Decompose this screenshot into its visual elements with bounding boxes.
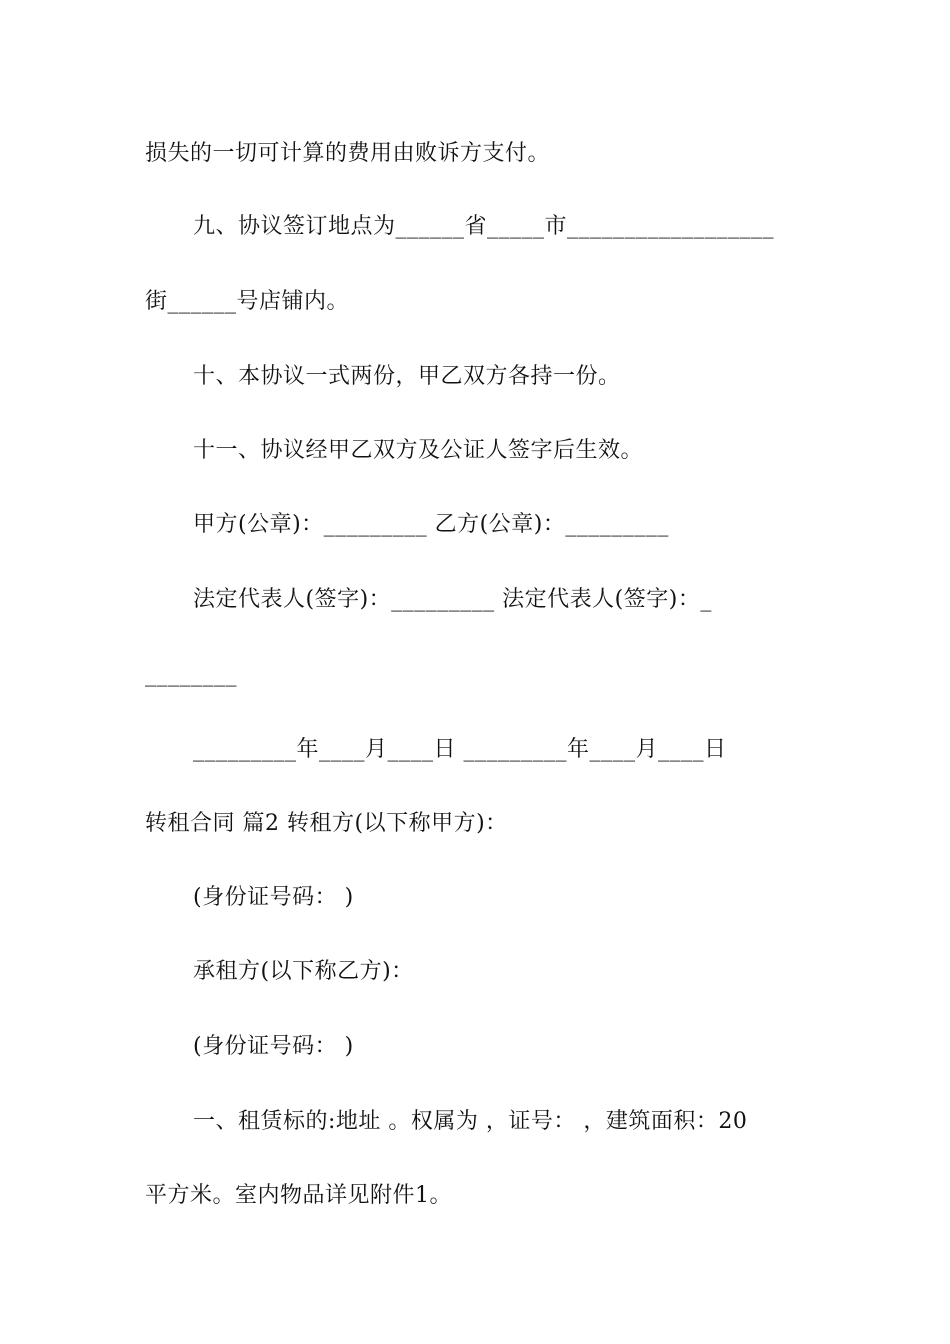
party-a-id-number: (身份证号码： ) <box>193 885 354 910</box>
contract-2-header: 转租合同 篇2 转租方(以下称甲方)： <box>145 811 508 836</box>
text-line-1: 损失的一切可计算的费用由败诉方支付。 <box>145 141 551 166</box>
lessee-party-b: 承租方(以下称乙方)： <box>193 959 414 984</box>
legal-representative-line: 法定代表人(签字)：_________ 法定代表人(签字)：_ <box>193 587 712 612</box>
clause-9-continuation: 街______号店铺内。 <box>145 289 350 314</box>
clause-9-signing-place: 九、协议签订地点为______省_____市__________________ <box>193 214 775 239</box>
party-b-id-number: (身份证号码： ) <box>193 1034 354 1059</box>
clause-11-effective: 十一、协议经甲乙双方及公证人签字后生效。 <box>193 438 644 463</box>
clause-10-copies: 十、本协议一式两份，甲乙双方各持一份。 <box>193 364 621 389</box>
party-seal-line: 甲方(公章)：_________ 乙方(公章)：_________ <box>193 512 669 537</box>
legal-representative-continuation: ________ <box>145 662 237 687</box>
clause-1-continuation: 平方米。室内物品详见附件1。 <box>145 1183 452 1208</box>
date-line: _________年____月____日 _________年____月____日 <box>193 737 727 762</box>
clause-1-lease-subject: 一、租赁标的:地址 。权属为 ，证号： ，建筑面积：20 <box>193 1109 748 1134</box>
